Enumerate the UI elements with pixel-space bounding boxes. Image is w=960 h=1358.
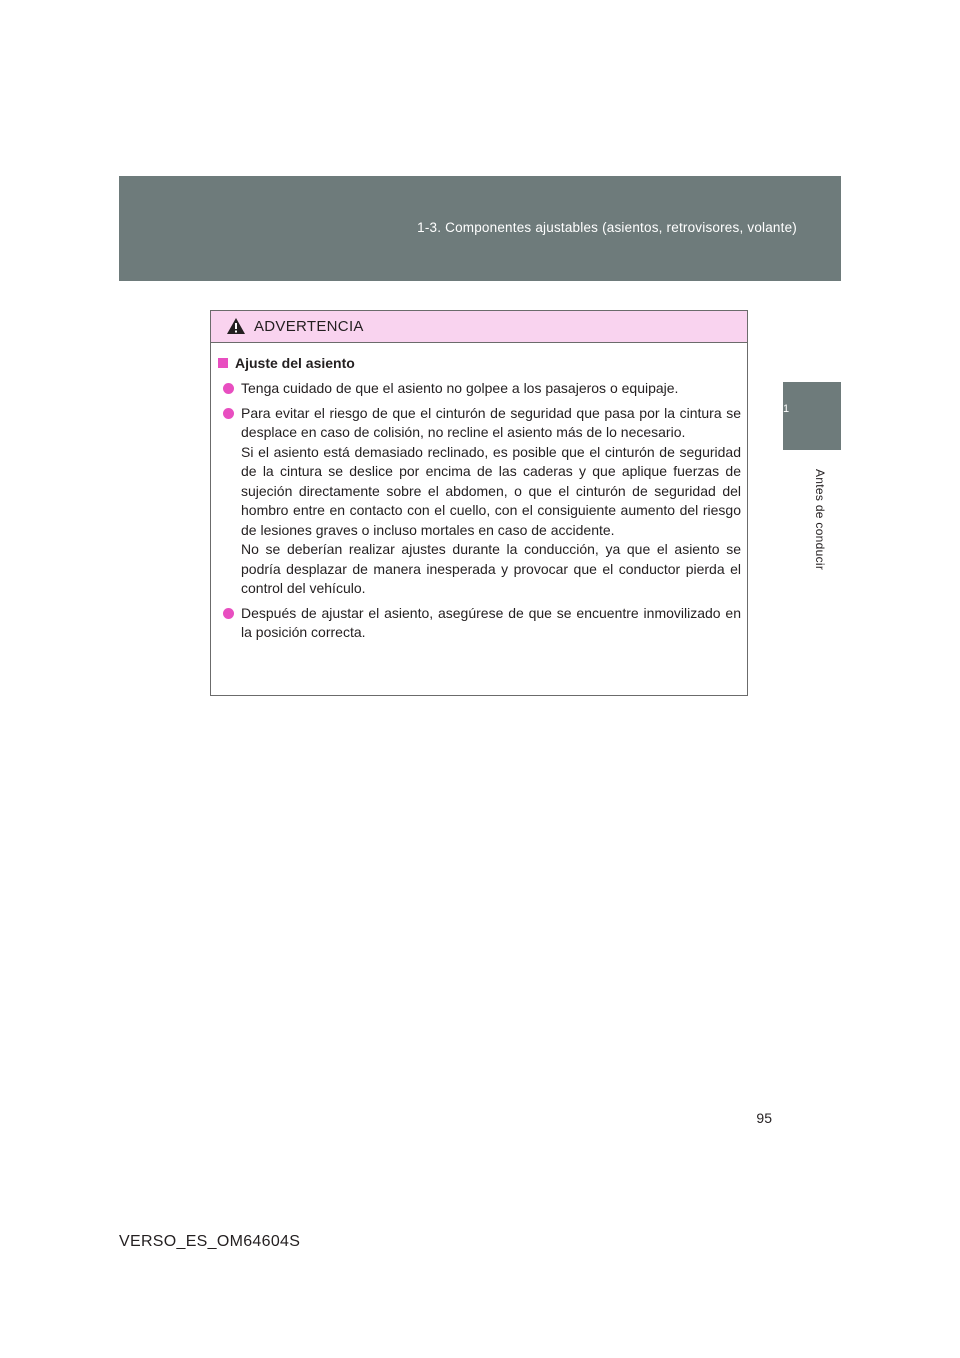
header-band: [119, 176, 841, 281]
section-heading-text: Ajuste del asiento: [235, 355, 355, 371]
warning-title: ADVERTENCIA: [254, 318, 364, 335]
circle-bullet-icon: [223, 408, 234, 419]
item-paragraph: Para evitar el riesgo de que el cinturón de seguridad que pasa por la cintura se desplace en caso de colisión, no recline el asiento más de lo necesario.: [241, 404, 741, 440]
warning-body: [211, 343, 747, 643]
section-heading: [218, 355, 741, 371]
page-number: 95: [756, 1110, 772, 1126]
chapter-number: 1: [783, 403, 790, 415]
chapter-tab: [783, 382, 841, 450]
list-item: [218, 379, 741, 399]
list-item: [218, 604, 741, 643]
item-paragraph: Si el asiento está demasiado reclinado, es posible que el cinturón de seguridad de la cintura se deslice por encima de las caderas y que aplique fuerzas de sujeción directamente sobre el abdomen, o que el cinturón de seguridad del hombro entre en contacto con el cuello, con el consiguiente aumento del riesgo de lesiones graves o incluso mortales en caso de accidente.: [241, 443, 741, 538]
warning-header: [211, 311, 747, 343]
item-paragraph: Tenga cuidado de que el asiento no golpee a los pasajeros o equipaje.: [241, 380, 679, 396]
circle-bullet-icon: [223, 608, 234, 619]
warning-triangle-icon: [226, 317, 246, 335]
item-paragraph: No se deberían realizar ajustes durante la conducción, ya que el asiento se podría desplazar de manera inesperada y provocar que el conductor pierda el control del vehículo.: [241, 541, 741, 596]
chapter-side-column: [783, 281, 841, 1358]
document-code: VERSO_ES_OM64604S: [119, 1233, 301, 1250]
square-bullet-icon: [218, 358, 228, 368]
warning-box: [210, 310, 748, 696]
section-title: 1-3. Componentes ajustables (asientos, retrovisores, volante): [417, 220, 797, 235]
item-paragraph: Después de ajustar el asiento, asegúrese de que se encuentre inmovilizado en la posición correcta.: [241, 604, 741, 640]
list-item: [218, 404, 741, 599]
chapter-label: Antes de conducir: [813, 469, 827, 571]
circle-bullet-icon: [223, 383, 234, 394]
